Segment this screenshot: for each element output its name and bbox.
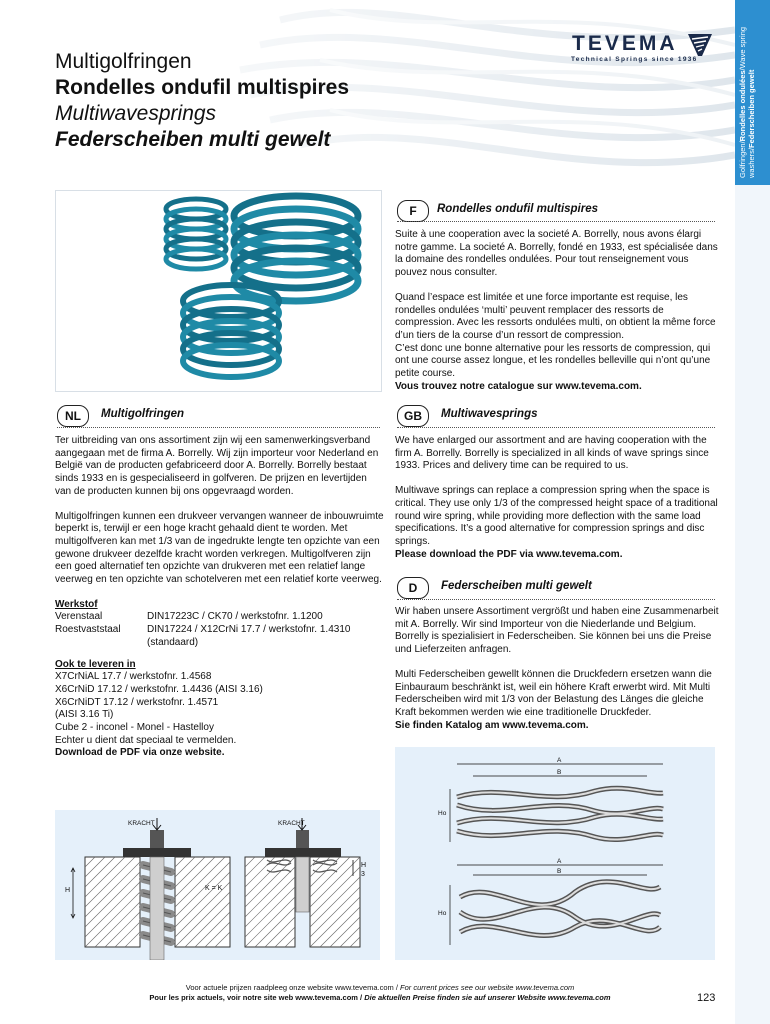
- dimension-label: Ho: [438, 810, 447, 817]
- section-body-f: [395, 229, 720, 393]
- product-photo: [55, 190, 382, 392]
- paragraph: Multigolfringen kunnen een drukveer vervangen wanneer de inbouwruimte beperkt is, terwijl er een hoge kracht gehaald dient te worden. Met multigolfveren kan met 1/3 van de ingedrukte lengte ten opzichte van een gewone drukveer dezelfde kracht worden verkregen. Multigolfveren zijn een goed alternatief ten opzichte van drukveren met een relatief lange veerweg en ten opzichte van schotelveren met een relatief korte veerweg.: [55, 510, 384, 586]
- footer-line-1: [100, 983, 660, 992]
- footer-text: For current prices see our website www.tevema.com: [400, 983, 575, 992]
- paragraph: Wir haben unsere Assortiment vergrößt und haben eine Zusammenarbeit mit A. Borrelly. Wir sind Importeur von die Niederlande und Belgium. Borrelly is spezialisiert in Federscheiben. Sie können bei uns die Preise und Lieferzeiten anfragen.: [395, 606, 719, 656]
- section-body-nl: [55, 435, 385, 760]
- divider: [397, 599, 715, 600]
- section-heading-gb: Multiwavesprings: [441, 408, 538, 420]
- equal-force-label: K = K: [205, 885, 223, 892]
- list-item: X6CrNiDT 17.12 / werkstofnr. 1.4571: [55, 696, 219, 708]
- paragraph: Multiwave springs can replace a compression spring when the space is critical. They use only 1/3 of the compressed height space of a traditional round wire spring, while providing more deflection with the same load specifications. It’s a good alternative for compression springs and disc springs.: [395, 485, 718, 547]
- footer-text: Pour les prix actuels, voir notre site web www.tevema.com /: [149, 993, 365, 1002]
- divider: [397, 221, 715, 222]
- height-label: H: [65, 887, 71, 894]
- catalogue-link-text: Vous trouvez notre catalogue sur www.tevema.com.: [395, 380, 642, 392]
- download-text: Download de PDF via onze website.: [55, 747, 225, 759]
- force-label: KRACHT: [128, 820, 155, 827]
- title-english: Multiwavesprings: [55, 102, 217, 125]
- list-item: X6CrNiD 17.12 / werkstofnr. 1.4436 (AISI 3.16): [55, 683, 263, 695]
- height-label: 3: [361, 871, 365, 878]
- chapter-tab: [735, 0, 770, 185]
- paragraph: We have enlarged our assortment and are having cooperation with the firm A. Borrelly. Borrelly is specialized in all kinds of wave springs since 1933. Prices and delivery time can be required to us.: [395, 435, 709, 472]
- language-badge-gb: GB: [397, 405, 429, 427]
- dimension-label: B: [557, 868, 562, 875]
- dimension-label: B: [557, 769, 562, 776]
- dimension-label: A: [557, 858, 562, 865]
- section-heading-f: Rondelles ondufil multispires: [437, 203, 599, 215]
- wave-spring-perspective-view: [438, 858, 663, 945]
- dimension-label: A: [557, 757, 562, 764]
- divider: [57, 427, 380, 428]
- list-item: X7CrNiAL 17.7 / werkstofnr. 1.4568: [55, 671, 212, 683]
- logo-tagline: Technical Springs since 1936: [571, 56, 698, 63]
- section-heading-d: Federscheiben multi gewelt: [441, 580, 592, 592]
- force-label: KRACHT: [278, 820, 305, 827]
- chapter-tab-label: Golfringen/Rondelles ondulées/Wave spring washers/Federscheiben gewelt: [738, 26, 756, 178]
- material-name: Verenstaal: [55, 611, 103, 623]
- table-row: [55, 624, 385, 649]
- alternatives-heading: Ook te leveren in: [55, 658, 136, 670]
- paragraph: Suite à une cooperation avec la societé A. Borrelly, nous avons élargi notre gamme. La societé A. Borrelly, fondé en 1933, est spécialisée dans la domaine des rondelles ondulées. Pour tout renseignement vous pouvez nous consulter.: [395, 229, 718, 279]
- language-badge-f: F: [397, 200, 429, 222]
- list-item: Echter u dient dat speciaal te vermelden.: [55, 734, 237, 746]
- footer-text: Voor actuele prijzen raadpleeg onze website www.tevema.com /: [185, 983, 401, 992]
- list-item: Cube 2 - inconel - Monel - Hastelloy: [55, 722, 214, 734]
- footer-line-2: [100, 993, 660, 1002]
- language-badge-d: D: [397, 577, 429, 599]
- title-german: Federscheiben multi gewelt: [55, 128, 331, 151]
- paragraph: Quand l’espace est limitée et une force importante est requise, les rondelles ondulées ‘multi’ peuvent remplacer des ressorts de compression. Avec les ressorts ondulées multi, on obtient la même force d’un tiers de la course d’un ressort de compression.: [395, 291, 716, 341]
- footer-text: Die aktuellen Preise finden sie auf unserer Website www.tevema.com: [364, 993, 611, 1002]
- spring-comparison-diagram: [55, 810, 380, 960]
- spring-logo-icon: [688, 32, 712, 58]
- paragraph: C’est donc une bonne alternative pour les ressorts de compression, qui ont une course assez longue, et les rondelles belleville qui n’ont qu’une petite course.: [395, 342, 711, 380]
- tevema-logo: [568, 32, 716, 68]
- catalogue-link-text: Sie finden Katalog am www.tevema.com.: [395, 719, 589, 731]
- wave-spring-dimension-diagram: [395, 747, 715, 960]
- page-number: 123: [697, 992, 716, 1004]
- language-badge-nl: NL: [57, 405, 89, 427]
- werkstof-table: [55, 611, 385, 649]
- wave-spring-side-view: [438, 757, 663, 842]
- material-spec: DIN17223C / CK70 / werkstofnr. 1.1200: [147, 611, 323, 623]
- section-body-gb: [395, 435, 720, 561]
- material-name: Roestvaststaal: [55, 624, 121, 636]
- list-item: (AISI 3.16 Ti): [55, 709, 114, 721]
- material-spec: DIN17224 / X12CrNi 17.7 / werkstofnr. 1.4310 (standaard): [147, 624, 351, 648]
- title-dutch: Multigolfringen: [55, 50, 192, 73]
- divider: [397, 427, 715, 428]
- table-row: [55, 611, 385, 624]
- title-french: Rondelles ondufil multispires: [55, 76, 350, 99]
- paragraph: Ter uitbreiding van ons assortiment zijn wij een samenwerkingsverband aangegaan met de firma A. Borrelly. Wij zijn importeur voor Nederland en België van de producten gefabriceerd door A. Borrelly. Borrelly bestaat sinds 1933 en is gespecialiseerd in golfveren. De prijzen en levertijden van de producten kunnen bij ons opgevraagd worden.: [55, 435, 379, 497]
- dimension-label: Ho: [438, 910, 447, 917]
- section-heading-nl: Multigolfringen: [101, 408, 185, 420]
- werkstof-heading: Werkstof: [55, 598, 98, 610]
- logo-wordmark: TEVEMA: [572, 32, 678, 55]
- download-text: Please download the PDF via www.tevema.com.: [395, 548, 623, 560]
- height-label: H: [361, 862, 367, 869]
- section-body-d: [395, 606, 720, 732]
- paragraph: Multi Federscheiben gewellt können die Druckfedern ersetzen wann die Einbauraum beschränkt ist, weil ein höhere Kraft erwerbt wird. Mit Multi Federscheiben wird mit 1/3 von der Belastung des Länges die gleiche Kraft bekommen werden wie eine traditionelle Druckfeder.: [395, 668, 712, 718]
- wave-spring-drawing: [245, 818, 366, 947]
